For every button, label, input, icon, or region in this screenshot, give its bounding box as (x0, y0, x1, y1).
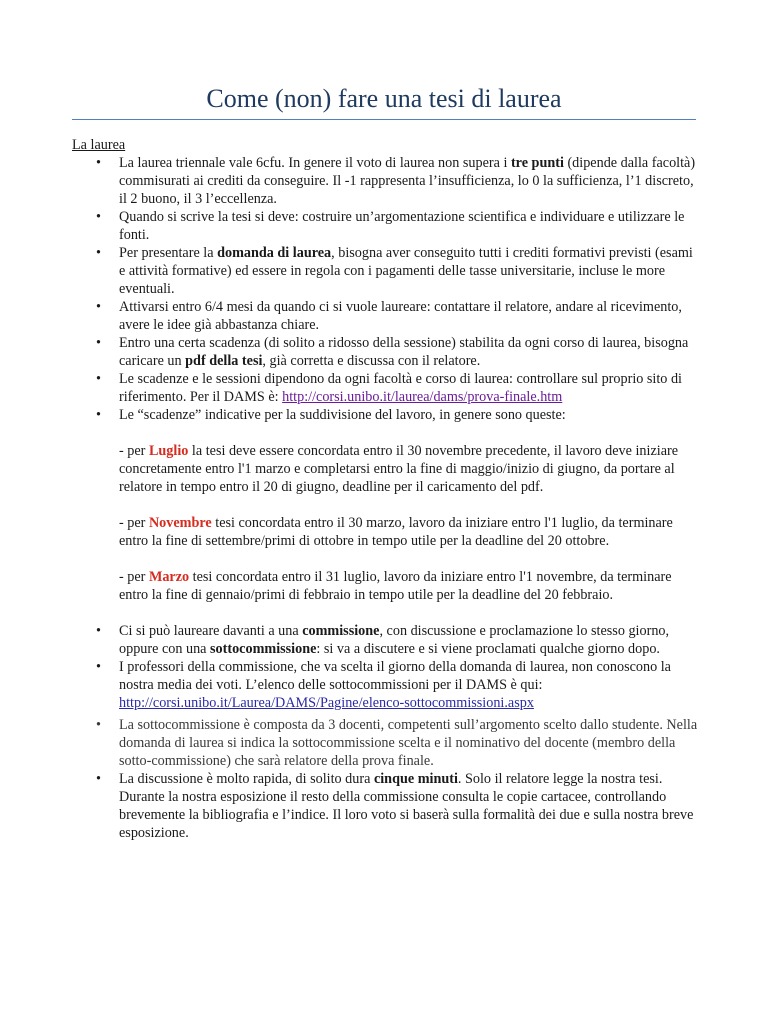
deadline-marzo: - per Marzo tesi concordata entro il 31 luglio, lavoro da iniziare entro l'1 novembre, da terminare entro la fine di gennaio/primi di febbraio in tempo utile per la deadline del 20 febbraio. (119, 569, 672, 603)
list-item: • Per presentare la domanda di laurea, bisogna aver conseguito tutti i crediti formativi previsti (esami e attività formative) ed essere in regola con i pagamenti delle tasse universitarie, incluse le more eventuali. (72, 244, 698, 298)
sottocommissioni-link[interactable]: http://corsi.unibo.it/Laurea/DAMS/Pagine/elenco-sottocommissioni.aspx (119, 695, 534, 711)
list-item: • La sottocommissione è composta da 3 docenti, competenti sull’argomento scelto dallo studente. Nella domanda di laurea si indica la sottocommissione scelta e il nominativo del docente (membro della sotto-commissione) che sarà relatore della prova finale. (72, 716, 698, 770)
list-item: • La discussione è molto rapida, di solito dura cinque minuti. Solo il relatore legge la nostra tesi. Durante la nostra esposizione il resto della commissione consulta le copie cartacee, controllando brevemente la bibliografia e l’indice. Il loro voto si baserà sulla formalità dei due e sulla nostra breve esposizione. (72, 770, 698, 842)
deadline-novembre: - per Novembre tesi concordata entro il 30 marzo, lavoro da iniziare entro l'1 luglio, da terminare entro la fine di settembre/primi di ottobre in tempo utile per la deadline del 20 ottobre. (119, 515, 673, 549)
bullet-list (72, 154, 698, 842)
list-item: • Quando si scrive la tesi si deve: costruire un’argomentazione scientifica e individuare e utilizzare le fonti. (72, 208, 698, 244)
dams-prova-finale-link[interactable]: http://corsi.unibo.it/laurea/dams/prova-finale.htm (282, 389, 563, 405)
list-item: • Ci si può laureare davanti a una commissione, con discussione e proclamazione lo stesso giorno, oppure con una sottocommissione: si va a discutere e si viene proclamati qualche giorno dopo. (72, 622, 698, 658)
deadline-luglio: - per Luglio la tesi deve essere concordata entro il 30 novembre precedente, il lavoro deve iniziare concretamente entro l'1 marzo e completarsi entro la fine di maggio/inizio di giugno, da portare al relatore in tempo entro il 20 di giugno, deadline per il caricamento del pdf. (119, 443, 679, 495)
list-item: • Le “scadenze” indicative per la suddivisione del lavoro, in genere sono queste: - per Luglio la tesi deve essere concordata entro il 30 novembre precedente, il lavoro deve iniziare concretamente entro l'1 marzo e completarsi entro la fine di maggio/inizio di giugno, da portare al relatore in tempo entro il 20 di giugno, deadline per il caricamento del pdf. - per Novembre tesi concordata entro il 30 marzo, lavoro da iniziare entro l'1 luglio, da terminare entro la fine di settembre/primi di ottobre in tempo utile per la deadline del 20 ottobre. - per Marzo tesi concordata entro il 31 luglio, lavoro da iniziare entro l'1 novembre, da terminare entro la fine di gennaio/primi di febbraio in tempo utile per la deadline del 20 febbraio. (72, 406, 698, 622)
list-item: • Le scadenze e le sessioni dipendono da ogni facoltà e corso di laurea: controllare sul proprio sito di riferimento. Per il DAMS è: http://corsi.unibo.it/laurea/dams/prova-finale.htm (72, 370, 698, 406)
list-item: • La laurea triennale vale 6cfu. In genere il voto di laurea non supera i tre punti (dipende dalla facoltà) commisurati ai crediti da conseguire. Il -1 rappresenta l’insufficienza, lo 0 la sufficienza, l’1 discreto, il 2 buono, il 3 l’eccellenza. (72, 154, 698, 208)
list-item: • I professori della commissione, che va scelta il giorno della domanda di laurea, non conoscono la nostra media dei voti. L’elenco delle sottocommissioni per il DAMS è qui: http://corsi.unibo.it/Laurea/DAMS/Pagine/elenco-sottocommissioni.aspx (72, 658, 698, 712)
section-heading: La laurea (72, 137, 126, 153)
page-title: Come (non) fare una tesi di laurea (206, 84, 562, 113)
list-item: • Entro una certa scadenza (di solito a ridosso della sessione) stabilita da ogni corso di laurea, bisogna caricare un pdf della tesi, già corretta e discussa con il relatore. (72, 334, 698, 370)
title-divider (72, 119, 696, 120)
document-body (72, 136, 698, 842)
list-item: • Attivarsi entro 6/4 mesi da quando ci si vuole laureare: contattare il relatore, andare al ricevimento, avere le idee già abbastanza chiare. (72, 298, 698, 334)
